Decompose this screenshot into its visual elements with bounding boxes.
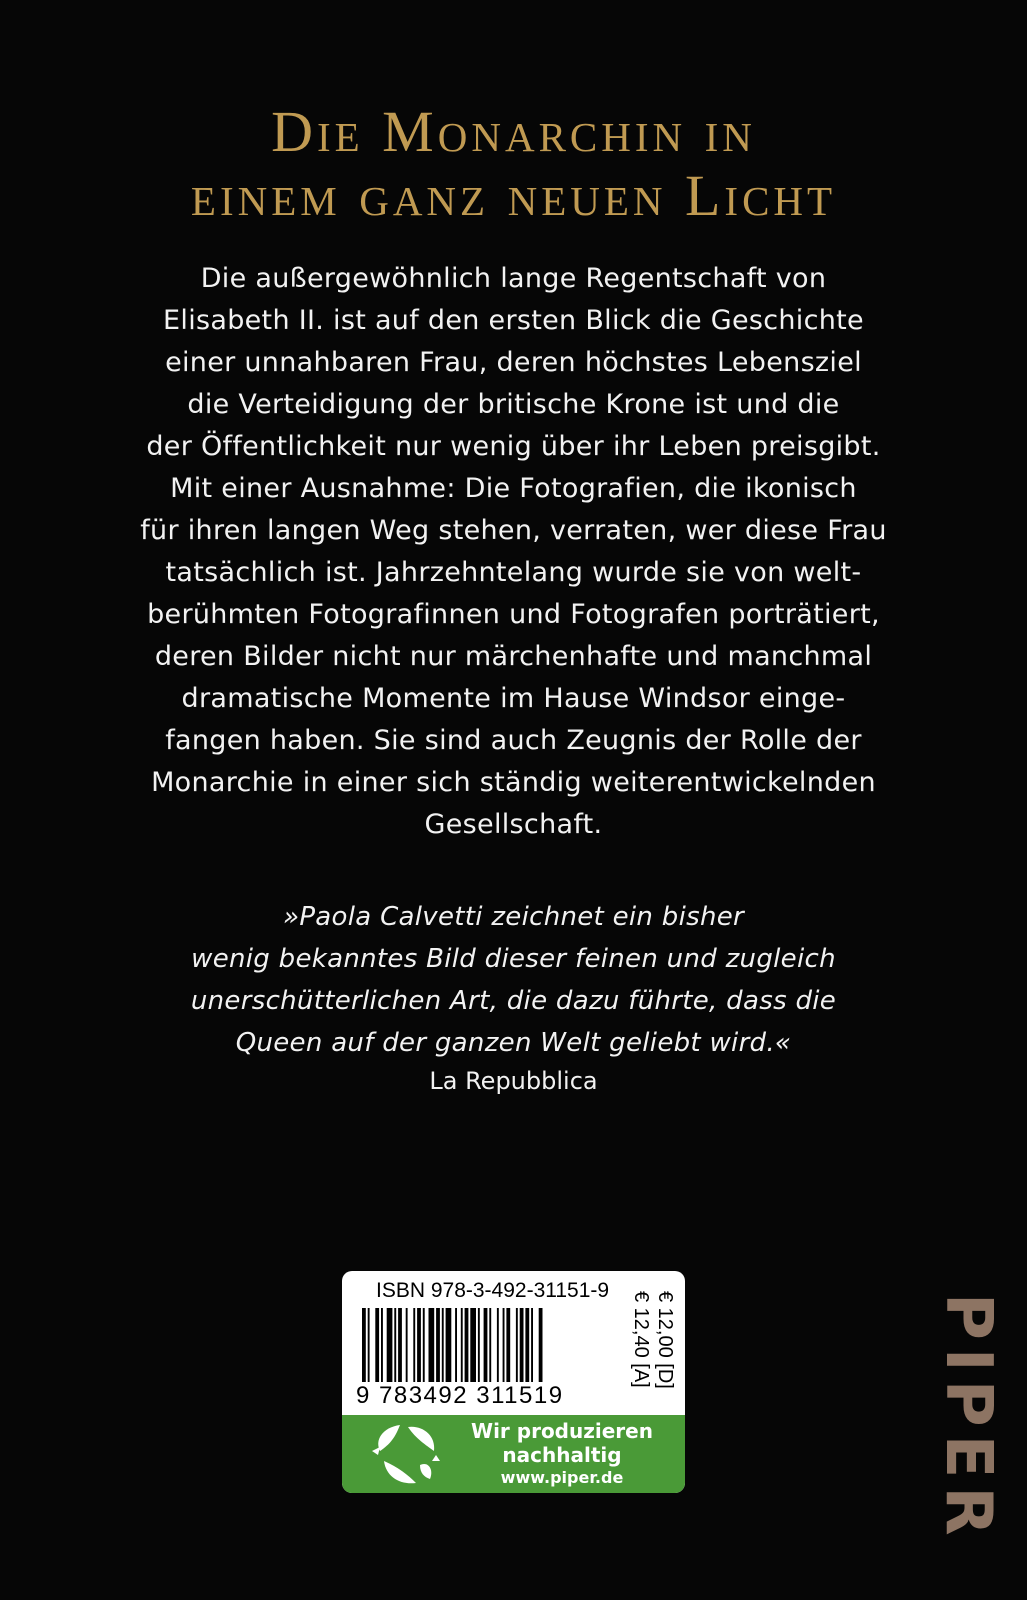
barcode-bar <box>423 1308 425 1382</box>
recycle-leaves-icon <box>370 1421 442 1489</box>
barcode-bar <box>470 1308 476 1382</box>
barcode <box>356 1308 620 1382</box>
barcode-bar <box>436 1308 440 1382</box>
title-line-2: einem ganz neuen Licht <box>190 163 837 228</box>
blurb-line: fangen haben. Sie sind auch Zeugnis der Rolle der <box>165 725 862 756</box>
publisher-logo: PIPER <box>931 1293 1005 1544</box>
sustainability-text <box>447 1419 677 1489</box>
quote-line: wenig bekanntes Bild dieser feinen und zugleich <box>191 944 836 974</box>
barcode-bar <box>465 1308 469 1382</box>
blurb-line: Gesellschaft. <box>424 809 603 840</box>
barcode-bar <box>362 1308 366 1382</box>
blurb-line: berühmten Fotografinnen und Fotografen porträtiert, <box>147 599 880 630</box>
barcode-bar <box>381 1308 383 1382</box>
barcode-bar <box>516 1308 518 1382</box>
barcode-bar <box>413 1308 415 1382</box>
barcode-bar <box>478 1308 480 1382</box>
barcode-bar <box>484 1308 488 1382</box>
quote-line: »Paola Calvetti zeichnet ein bisher <box>282 902 745 932</box>
price-block <box>626 1291 676 1401</box>
sustainability-badge <box>342 1415 685 1493</box>
quote-line: unerschütterlichen Art, die dazu führte, dass die <box>190 986 837 1016</box>
blurb-line: einer unnahbaren Frau, deren höchstes Lebensziel <box>165 347 862 378</box>
barcode-bar <box>525 1308 529 1382</box>
barcode-bar <box>506 1308 510 1382</box>
barcode-bar <box>455 1308 457 1382</box>
blurb-line: der Öffentlichkeit nur wenig über ihr Leben preisgibt. <box>146 431 881 462</box>
publisher-website: www.piper.de <box>500 1468 624 1487</box>
barcode-bar <box>368 1308 370 1382</box>
barcode-digits: 9 783492 311519 <box>356 1382 564 1409</box>
isbn-price-sticker <box>342 1271 685 1493</box>
price-germany: € 12,00 [D] <box>654 1291 676 1389</box>
barcode-bar <box>446 1308 452 1382</box>
price-austria: € 12,40 [A] <box>630 1291 652 1388</box>
barcode-bar <box>375 1308 379 1382</box>
barcode-bar <box>387 1308 393 1382</box>
cover-title <box>0 100 1027 228</box>
barcode-bar <box>539 1308 543 1382</box>
press-quote <box>100 896 927 1064</box>
quote-line: Queen auf der ganzen Welt geliebt wird.« <box>235 1028 792 1058</box>
barcode-bar <box>442 1308 444 1382</box>
blurb-line: dramatische Momente im Hause Windsor einge- <box>181 683 846 714</box>
blurb-line: tatsächlich ist. Jahrzehntelang wurde sie von welt- <box>165 557 862 588</box>
barcode-bar <box>489 1308 491 1382</box>
barcode-bar <box>531 1308 533 1382</box>
barcode-bar <box>461 1308 463 1382</box>
eco-line-1: Wir produzieren <box>471 1419 653 1443</box>
isbn-number: ISBN 978-3-492-31151-9 <box>376 1279 610 1302</box>
barcode-bar <box>497 1308 499 1382</box>
blurb-line: die Verteidigung der britische Krone ist und die <box>187 389 840 420</box>
barcode-bar <box>429 1308 435 1382</box>
blurb-line: deren Bilder nicht nur märchenhafte und manchmal <box>154 641 873 672</box>
blurb-line: Die außergewöhnlich lange Regentschaft von <box>200 263 827 294</box>
barcode-bar <box>520 1308 524 1382</box>
quote-source: La Repubblica <box>429 1067 598 1095</box>
blurb-line: Elisabeth II. ist auf den ersten Blick die Geschichte <box>163 305 864 336</box>
barcode-bar <box>398 1308 402 1382</box>
title-line-1: Die Monarchin in <box>271 99 756 164</box>
blurb-line: für ihren langen Weg stehen, verraten, wer diese Frau <box>140 515 887 546</box>
barcode-bar <box>406 1308 408 1382</box>
eco-line-2: nachhaltig <box>502 1443 622 1467</box>
barcode-bar <box>417 1308 421 1382</box>
blurb-text <box>100 258 927 846</box>
blurb-line: Monarchie in einer sich ständig weiterentwickelnden <box>151 767 876 798</box>
blurb-line: Mit einer Ausnahme: Die Fotografien, die ikonisch <box>170 473 857 504</box>
barcode-bar <box>503 1308 505 1382</box>
barcode-bar <box>394 1308 396 1382</box>
